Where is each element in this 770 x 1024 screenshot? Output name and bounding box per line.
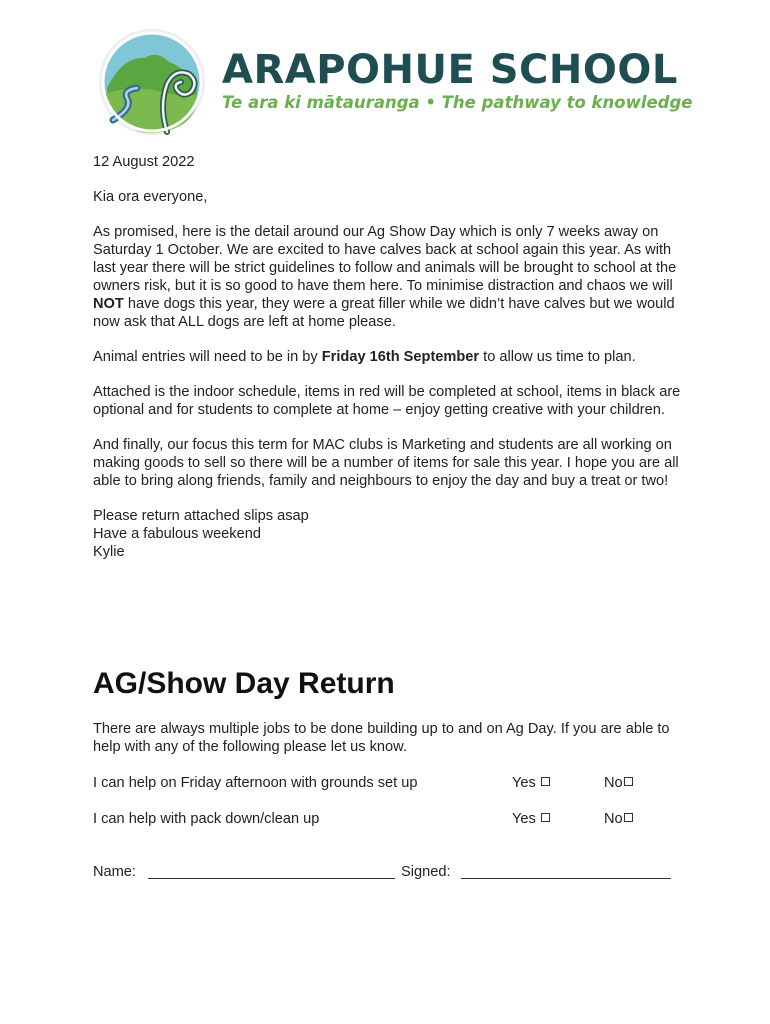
checkbox[interactable]: [624, 777, 633, 786]
return-form-heading: AG/Show Day Return: [93, 667, 395, 700]
yes-option[interactable]: [512, 773, 550, 793]
no-label: No: [604, 811, 623, 827]
help-row-setup: [93, 773, 693, 793]
signed-field[interactable]: [461, 878, 671, 879]
school-name: ARAPOHUE SCHOOL: [222, 47, 678, 93]
name-field[interactable]: [148, 878, 395, 879]
paragraph-mac-clubs: And finally, our focus this term for MAC clubs is Marketing and students are all working on making goods to sell so there will be a number of items for sale this year. I hope you are all able to bring along friends, family and neighbours to enjoy the day and buy a treat or two!: [93, 437, 679, 489]
paragraph-text: to allow us time to plan.: [479, 349, 636, 365]
yes-option[interactable]: [512, 809, 550, 829]
paragraph-text: Animal entries will need to be in by: [93, 349, 322, 365]
paragraph-text: have dogs this year, they were a great filler while we didn’t have calves but we would now ask that ALL dogs are left at home please.: [93, 296, 675, 330]
help-question: I can help on Friday afternoon with grounds set up: [93, 775, 418, 791]
emphasis-not: NOT: [93, 296, 124, 312]
paragraph-ag-show-details: [93, 223, 693, 331]
school-motto: Te ara ki mātauranga • The pathway to knowledge: [222, 93, 693, 112]
paragraph-indoor-schedule: Attached is the indoor schedule, items in red will be completed at school, items in black are optional and for students to complete at home – enjoy getting creative with your children.: [93, 384, 681, 418]
closing-line: Have a fabulous weekend: [93, 526, 261, 542]
name-label: Name:: [93, 864, 136, 880]
letter-date: 12 August 2022: [93, 154, 195, 170]
deadline-date: Friday 16th September: [321, 349, 480, 365]
checkbox[interactable]: [541, 813, 550, 822]
help-question: I can help with pack down/clean up: [93, 811, 320, 827]
return-form-intro: There are always multiple jobs to be done building up to and on Ag Day. If you are able to help with any of the following please let us know.: [93, 721, 670, 755]
no-label: No: [604, 775, 623, 791]
letter-body: [93, 153, 693, 561]
closing-line: Please return attached slips asap: [93, 508, 309, 524]
help-row-packdown: [93, 809, 693, 829]
checkbox[interactable]: [624, 813, 633, 822]
signed-label: Signed:: [401, 864, 451, 880]
checkbox[interactable]: [541, 777, 550, 786]
letter-greeting: Kia ora everyone,: [93, 189, 208, 205]
school-logo: [93, 28, 211, 136]
yes-label: Yes: [512, 811, 536, 827]
no-option[interactable]: [604, 809, 633, 829]
no-option[interactable]: [604, 773, 633, 793]
signature-row: [93, 862, 693, 882]
paragraph-text: As promised, here is the detail around our Ag Show Day which is only 7 weeks away on Saturday 1 October. We are excited to have calves back at school again this year. As with last year there will be strict guidelines to follow and animals will be brought to school at the owners risk, but it is so good to have them here. To minimise distraction and chaos we will: [93, 224, 677, 294]
signature: Kylie: [93, 544, 125, 560]
paragraph-entries-deadline: [93, 348, 693, 366]
yes-label: Yes: [512, 775, 536, 791]
